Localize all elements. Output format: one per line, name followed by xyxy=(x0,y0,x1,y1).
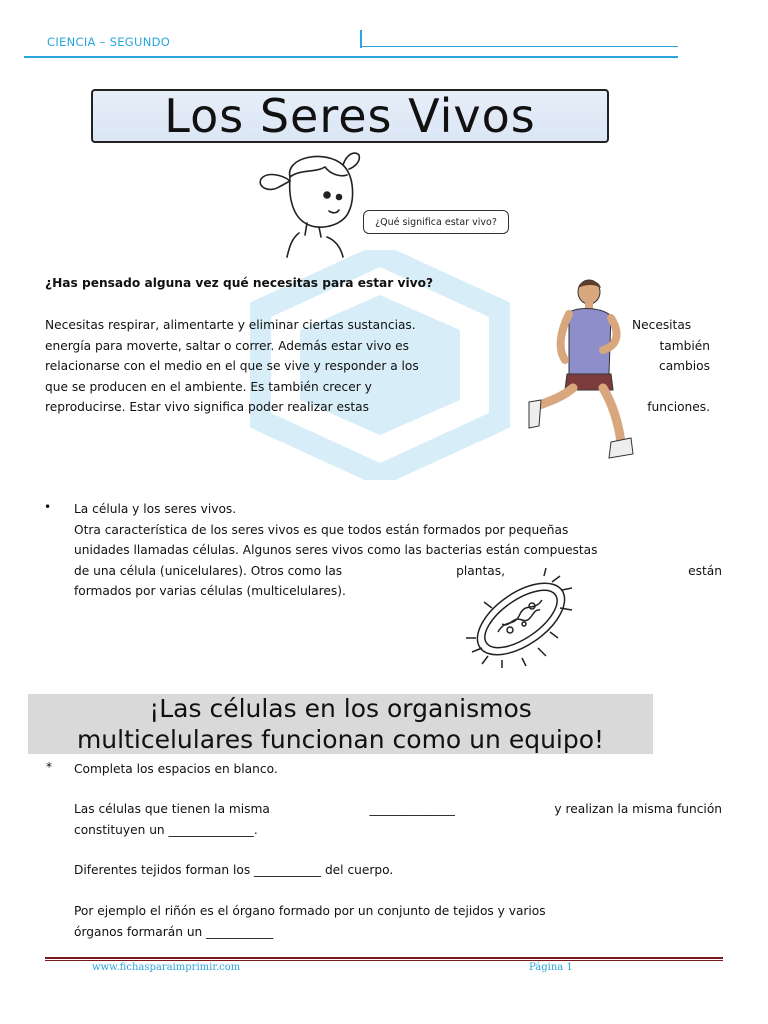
exercise-instruction: Completa los espacios en blanco. xyxy=(74,762,278,776)
paragraph-text: plantas, xyxy=(456,563,505,578)
answer-blank[interactable]: ______________ xyxy=(369,802,455,816)
exercise-line: Por ejemplo el riñón es el órgano formado por un conjunto de tejidos y varios xyxy=(74,904,546,918)
paragraph-line xyxy=(74,520,722,541)
header-subject: CIENCIA – SEGUNDO xyxy=(47,35,171,49)
paragraph-text: están xyxy=(688,563,722,578)
paragraph-word: cambios xyxy=(659,359,710,373)
banner-line: ¡Las células en los organismos xyxy=(149,694,532,723)
runner-illustration xyxy=(525,278,637,462)
paragraph-text: reproducirse. Estar vivo significa poder realizar estas xyxy=(45,400,369,414)
speech-bubble: ¿Qué significa estar vivo? xyxy=(363,210,509,234)
paragraph-text: que se producen en el ambiente. Es también crecer y xyxy=(45,379,372,394)
footer-rule xyxy=(45,960,723,961)
header-rule xyxy=(24,56,678,58)
header-divider xyxy=(360,46,678,47)
intro-paragraph xyxy=(45,315,525,418)
paragraph-text: unidades llamadas células. Algunos seres vivos como las bacterias están compuestas xyxy=(74,543,598,557)
footer-rule xyxy=(45,957,723,959)
exercise-line: constituyen un ______________. xyxy=(74,822,258,837)
paragraph-line xyxy=(74,561,722,582)
paragraph-text: Otra característica de los seres vivos es que todos están formados por pequeñas xyxy=(74,522,569,537)
girl-illustration xyxy=(255,147,365,259)
exercise-text: Las células que tienen la misma xyxy=(74,802,270,816)
bullet-marker: • xyxy=(44,500,52,514)
exercise-line: órganos formarán un ___________ xyxy=(74,924,274,939)
page-title: Los Seres Vivos xyxy=(91,89,609,143)
paragraph-text: relacionarse con el medio en el que se vive y responder a los xyxy=(45,359,419,373)
exercise-marker: * xyxy=(46,760,53,774)
cell-heading: La célula y los seres vivos. xyxy=(74,502,237,516)
paragraph-line xyxy=(45,336,525,357)
paragraph-word: funciones. xyxy=(647,400,710,414)
footer-website-link[interactable]: www.fichasparaimprimir.com xyxy=(92,962,241,973)
question-heading: ¿Has pensado alguna vez qué necesitas para estar vivo? xyxy=(45,276,434,290)
exercise-line xyxy=(74,799,722,820)
exercise-item-3 xyxy=(74,901,722,942)
exercise-item-2: Diferentes tejidos forman los ___________ del cuerpo. xyxy=(74,863,394,877)
bacteria-illustration xyxy=(462,568,580,670)
banner-heading xyxy=(28,694,653,755)
cell-section xyxy=(74,499,722,602)
paragraph-word: Necesitas xyxy=(632,318,692,332)
paragraph-line xyxy=(45,315,525,336)
paragraph-word: también xyxy=(659,338,710,353)
banner-line: multicelulares funcionan como un equipo! xyxy=(76,724,605,754)
paragraph-word xyxy=(632,377,710,398)
paragraph-text: energía para moverte, saltar o correr. Además estar vivo es xyxy=(45,338,410,353)
exercise-item-1 xyxy=(74,799,722,840)
exercise-text: y realizan la misma función xyxy=(554,802,722,816)
paragraph-line xyxy=(45,356,525,377)
intro-paragraph-right xyxy=(632,315,710,418)
paragraph-line xyxy=(45,397,525,418)
paragraph-line: formados por varias células (multicelulares). xyxy=(74,584,346,598)
paragraph-text: de una célula (unicelulares). Otros como las xyxy=(74,563,343,578)
paragraph-line xyxy=(45,377,525,398)
footer-page-number: Página 1 xyxy=(529,962,573,973)
paragraph-text: Necesitas respirar, alimentarte y eliminar ciertas sustancias. xyxy=(45,318,416,332)
paragraph-line xyxy=(74,540,722,561)
